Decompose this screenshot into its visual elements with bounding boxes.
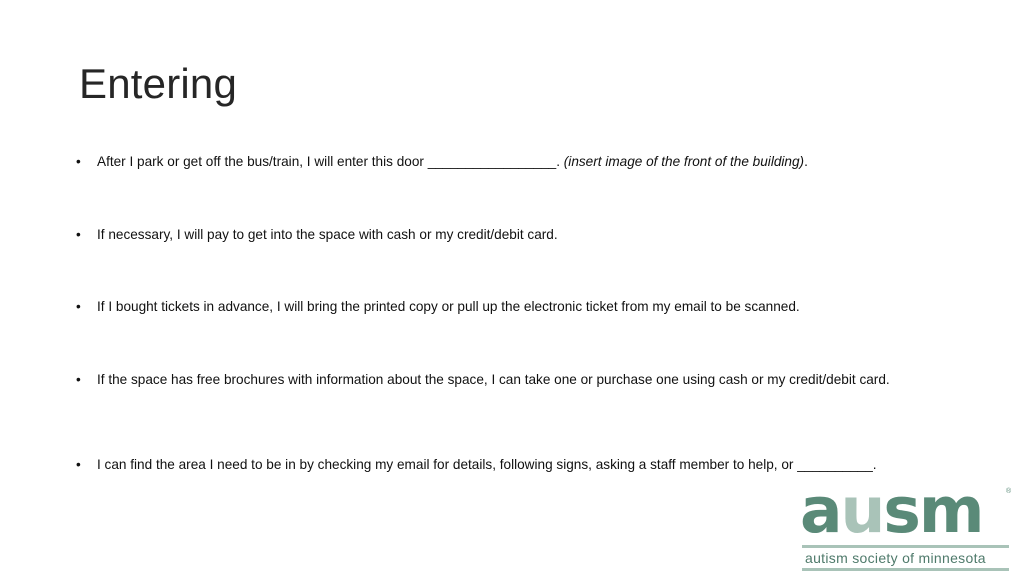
bullet-item-brochures [76, 373, 936, 387]
bullet-item-enter-door [76, 155, 936, 169]
bullet-text-suffix: . [804, 154, 808, 169]
bullet-icon: • [76, 154, 81, 169]
ausm-logo [800, 474, 1014, 570]
bullet-text: If necessary, I will pay to get into the space with cash or my credit/debit card. [97, 227, 558, 242]
logo-wordmark [800, 474, 983, 547]
logo-letters-sm: sm [883, 474, 983, 547]
slide-title: Entering [79, 60, 238, 107]
bullet-text: If the space has free brochures with information about the space, I can take one or purchase one using cash or my credit/debit card. [97, 372, 890, 387]
bullet-icon: • [76, 227, 81, 242]
logo-tagline: autism society of minnesota [802, 545, 1009, 571]
bullet-text: If I bought tickets in advance, I will bring the printed copy or pull up the electronic ticket from my email to be scanned. [97, 299, 800, 314]
bullet-text [97, 155, 936, 169]
bullet-item-pay [76, 228, 936, 242]
bullet-item-find-area [76, 458, 936, 472]
bullet-text: I can find the area I need to be in by checking my email for details, following signs, asking a staff member to help, or __________. [97, 457, 877, 472]
bullet-icon: • [76, 372, 81, 387]
bullet-item-tickets [76, 300, 936, 314]
logo-trademark: ® [1006, 488, 1012, 495]
bullet-icon: • [76, 299, 81, 314]
logo-letter-u: u [840, 474, 884, 547]
bullet-text-main: After I park or get off the bus/train, I will enter this door _________________. [97, 154, 564, 169]
bullet-icon: • [76, 457, 81, 472]
logo-letter-a: a [800, 474, 841, 547]
bullet-italic-note: (insert image of the front of the building) [563, 154, 805, 169]
